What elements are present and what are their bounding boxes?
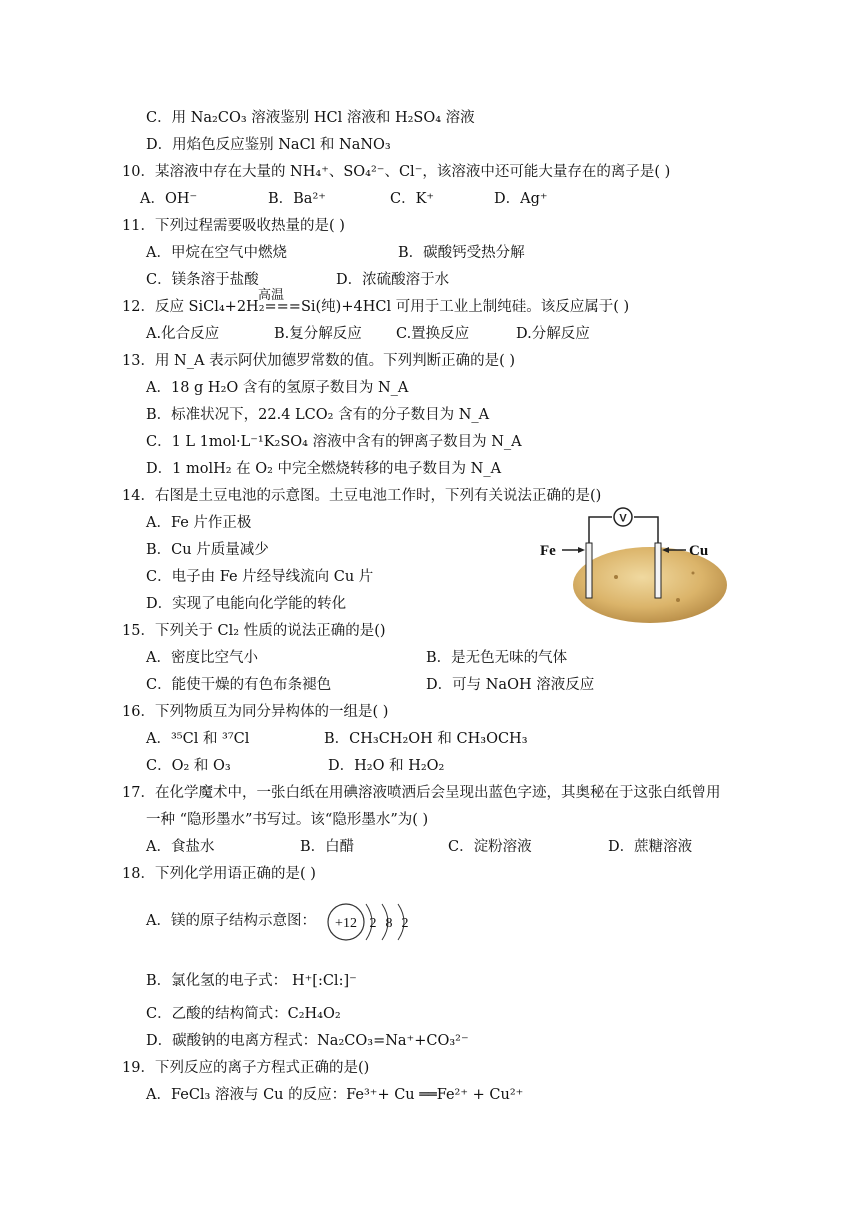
potato-battery-figure [538,505,728,625]
q11-option-d: D．浓硫酸溶于水 [336,272,450,288]
q16-option-c: C．O₂ 和 O₃ [146,758,231,774]
q11-option-c: C．镁条溶于盐酸 [146,272,259,288]
q14-stem: 14．右图是土豆电池的示意图。土豆电池工作时，下列有关说法正确的是() [122,488,602,504]
hcl-electron-formula-text: H⁺[:Cl:]⁻ [292,973,357,989]
q18-option-a: A．镁的原子结构示意图： [146,913,316,929]
cu-label: Cu [689,543,709,559]
q16-option-b: B．CH₃CH₂OH 和 CH₃OCH₃ [324,731,528,747]
q15-option-d: D．可与 NaOH 溶液反应 [426,677,595,693]
q18-stem: 18．下列化学用语正确的是( ) [122,866,316,882]
nucleus-charge: +12 [335,916,357,931]
mg-atom-svg [326,900,426,944]
q10-option-c: C．K⁺ [390,191,435,207]
q17-option-a: A．食盐水 [146,839,215,855]
q12-condition: 高温 [258,288,285,303]
q13-option-d: D．1 molH₂ 在 O₂ 中完全燃烧转移的电子数目为 N_A [146,461,502,477]
q10-option-b: B．Ba²⁺ [268,191,326,207]
q17-option-b: B．白醋 [300,839,355,855]
q12-option-d: D.分解反应 [516,326,590,342]
q9-option-c: C．用 Na₂CO₃ 溶液鉴别 HCl 溶液和 H₂SO₄ 溶液 [146,110,475,126]
q19-stem: 19．下列反应的离子方程式正确的是() [122,1060,370,1076]
q12-stem: 12．反应 SiCl₄+2H₂===Si(纯)+4HCl 可用于工业上制纯硅。该反应属于( ) [122,299,630,315]
q16-option-d: D．H₂O 和 H₂O₂ [328,758,445,774]
q13-option-c: C．1 L 1mol·L⁻¹K₂SO₄ 溶液中含有的钾离子数目为 N_A [146,434,522,450]
shell-1-count: 2 [369,916,377,931]
q13-option-a: A．18 g H₂O 含有的氢原子数目为 N_A [146,380,409,396]
q12-option-b: B.复分解反应 [274,326,362,342]
q15-option-b: B．是无色无味的气体 [426,650,568,666]
q18-option-d: D．碳酸钠的电离方程式：Na₂CO₃=Na⁺+CO₃²⁻ [146,1033,469,1049]
q17-stem-line2: 一种 “隐形墨水”书写过。该“隐形墨水”为( ) [146,812,429,828]
q13-option-b: B．标准状况下，22.4 LCO₂ 含有的分子数目为 N_A [146,407,490,423]
arrow-right-icon [578,547,585,553]
q18-option-c: C．乙酸的结构简式：C₂H₄O₂ [146,1006,341,1022]
q16-stem: 16．下列物质互为同分异构体的一组是( ) [122,704,389,720]
hcl-electron-formula [292,963,372,997]
q17-option-d: D．蔗糖溶液 [608,839,693,855]
q9-option-d: D．用焰色反应鉴别 NaCl 和 NaNO₃ [146,137,391,153]
q19-option-a: A．FeCl₃ 溶液与 Cu 的反应：Fe³⁺+ Cu ══Fe²⁺ + Cu²⁺ [146,1087,524,1103]
shell-2-count: 8 [385,916,393,931]
q14-option-c: C．电子由 Fe 片经导线流向 Cu 片 [146,569,374,585]
q11-stem: 11．下列过程需要吸收热量的是( ) [122,218,345,234]
q16-option-a: A．³⁵Cl 和 ³⁷Cl [146,731,250,747]
q14-option-b: B．Cu 片质量减少 [146,542,269,558]
q11-option-a: A．甲烷在空气中燃烧 [146,245,287,261]
q10-option-d: D．Ag⁺ [494,191,548,207]
q18-option-b: B．氯化氢的电子式： [146,973,288,989]
q15-option-c: C．能使干燥的有色布条褪色 [146,677,332,693]
potato-battery-svg [538,505,728,625]
q14-option-d: D．实现了电能向化学能的转化 [146,596,347,612]
mg-atom-diagram [326,900,426,944]
q15-option-a: A．密度比空气小 [146,650,258,666]
cu-electrode [655,543,661,598]
voltmeter-label: V [619,512,627,525]
q12-option-c: C.置换反应 [396,326,470,342]
q15-stem: 15．下列关于 Cl₂ 性质的说法正确的是() [122,623,386,639]
shell-3-count: 2 [401,916,409,931]
fe-label: Fe [540,543,556,559]
fe-electrode [586,543,592,598]
q17-option-c: C．淀粉溶液 [448,839,532,855]
q10-stem: 10．某溶液中存在大量的 NH₄⁺、SO₄²⁻、Cl⁻，该溶液中还可能大量存在的离子是( ) [122,164,671,180]
q17-stem-line1: 17．在化学魔术中，一张白纸在用碘溶液喷洒后会呈现出蓝色字迹，其奥秘在于这张白纸曾用 [122,785,721,801]
q12-option-a: A.化合反应 [146,326,220,342]
q11-option-b: B．碳酸钙受热分解 [398,245,525,261]
q10-option-a: A．OH⁻ [140,191,198,207]
q14-option-a: A．Fe 片作正极 [146,515,252,531]
q13-stem: 13．用 N_A 表示阿伏加德罗常数的值。下列判断正确的是( ) [122,353,515,369]
